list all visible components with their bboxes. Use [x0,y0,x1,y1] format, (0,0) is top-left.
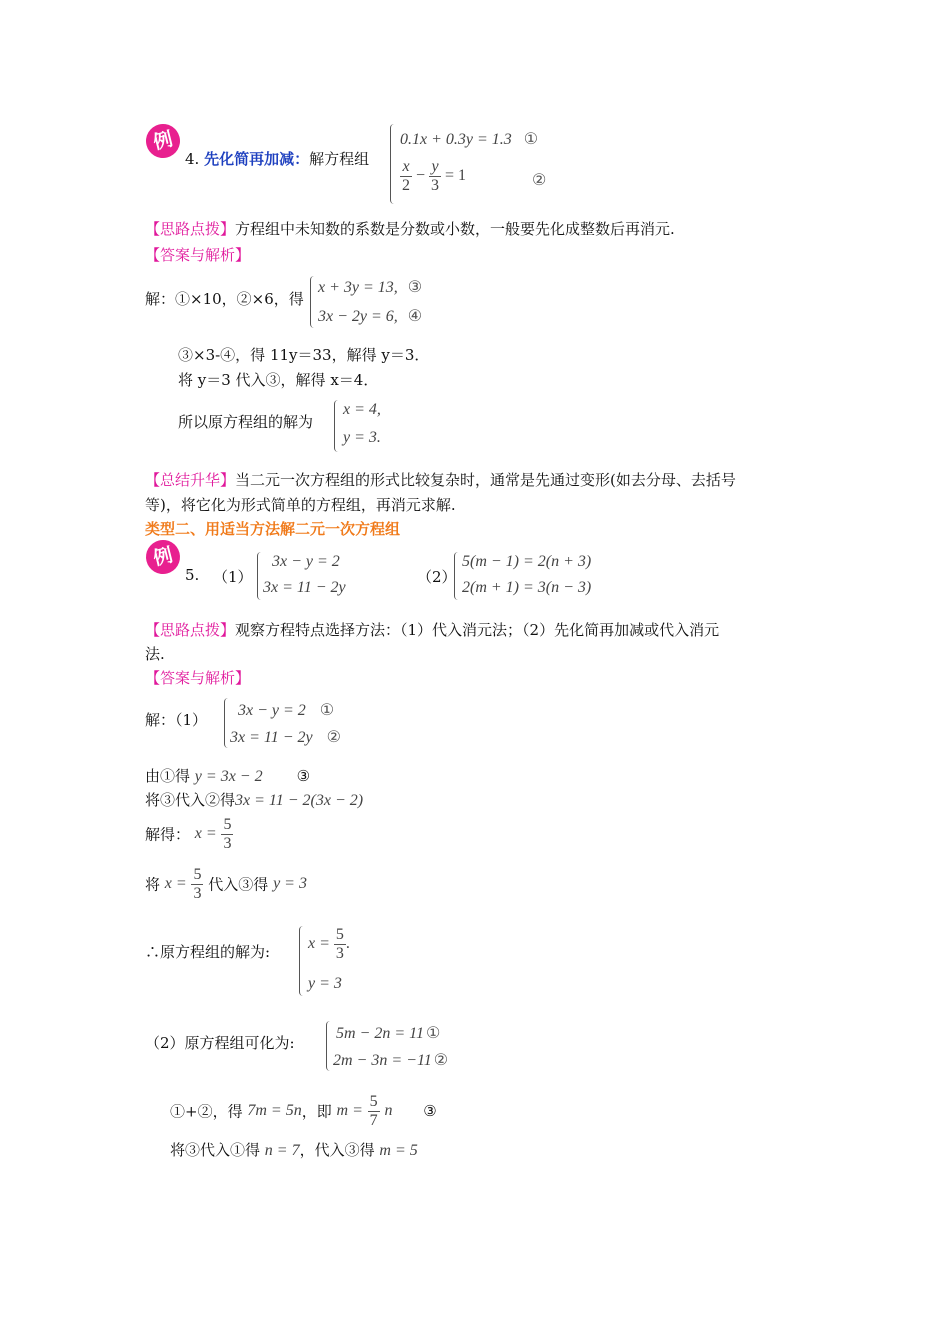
ex4-sys-eq1: x + 3y = 13, ③ [318,279,423,296]
ex4-title: 先化简再加减： [204,150,310,168]
ex4-eq1-mark: ① [523,131,539,148]
ex4-title-line [185,148,369,169]
ex5-p2-eq2: 2(m + 1) = 3(n − 3) [462,579,592,596]
ex4-conclusion-prefix: 所以原方程组的解为 [178,413,314,431]
ex4-hint: 【思路点拨】方程组中未知数的系数是分数或小数，一般要先化成整数后再消元. [145,220,675,238]
ex4-conclusion-eq2: y = 3. [343,429,381,446]
ex5-s2: 将③代入②得3x = 11 − 2(3x − 2) [145,791,364,809]
ex5-p2-brace [454,552,462,600]
ex5-hint-line1: 【思路点拨】观察方程特点选择方法：（1）代入消元法；（2）先化简再加减或代入消元 [145,621,720,639]
ex5-t1: ①+②，得 7m = 5n，即 m = $\frac{5}{7}$ n ③ [170,1093,437,1129]
example-badge-icon: 例 [142,120,183,161]
ex4-eq2-mark: ② [532,170,547,189]
ex4-sys-eq2: 3x − 2y = 6, ④ [318,308,423,325]
ex5-sol1-eq1: 3x − y = 2 ① [238,702,335,719]
section-heading-type2: 类型二、用适当方法解二元一次方程组 [145,520,401,538]
ex5-s4: 将 x = $\frac{5}{3}$ 代入③得 y = 3 [145,866,307,902]
ex5-sol2-eq2: 2m − 3n = −11 ② [333,1052,449,1069]
ex4-sys-brace [310,276,318,328]
ex5-sol2-eq1: 5m − 2n = 11 ① [336,1025,441,1042]
ex4-answer-tag: 【答案与解析】 [145,246,251,264]
ex5-s5-eq1: x = $\frac{5}{3}$ . [308,926,350,962]
ex5-number: 5. [185,566,200,584]
ex5-hint-line2: 法. [145,645,165,663]
ex5-p1-eq1: 3x − y = 2 [272,553,340,570]
ex4-intro: 解方程组 [309,150,370,168]
ex4-summary-line1: 【总结升华】当二元一次方程组的形式比较复杂时，通常是先通过变形(如去分母、去括号 [145,471,736,489]
ex5-s5-prefix: ∴原方程组的解为: [145,943,271,961]
ex5-s1: 由①得 y = 3x − 2 ③ [145,767,311,785]
ex5-p2-label: （2） [417,568,457,586]
ex4-summary-line2: 等)，将它化为形式简单的方程组，再消元求解. [145,496,456,514]
ex4-eq1: 0.1x + 0.3y = 1.3 ① [400,131,539,148]
ex5-sol1-eq2: 3x = 11 − 2y ② [230,729,341,746]
ex5-t2: 将③代入①得 n = 7，代入③得 m = 5 [170,1141,418,1159]
ex5-answer-tag: 【答案与解析】 [145,669,251,687]
ex5-p1-label: （1） [213,568,253,586]
ex4-solution-prefix: 解：①×10，②×6，得 [145,290,304,308]
ex4-conclusion-eq1: x = 4, [343,401,381,418]
ex4-conclusion-brace [334,400,342,452]
ex4-eq2: $\frac{x}{2}$ − $\frac{y}{3}$ = 1 [402,158,467,194]
ex4-system-brace [390,124,399,204]
ex4-number: 4. [185,150,200,168]
ex5-p2-eq1: 5(m − 1) = 2(n + 3) [462,553,592,570]
ex5-sol1-prefix: 解：（1） [145,711,208,729]
example-badge-icon: 例 [142,536,183,577]
ex5-s5-eq2: y = 3 [308,975,342,992]
ex5-s3: 解得： x = $\frac{5}{3}$ [145,816,232,852]
ex4-step2: 将 y＝3 代入③，解得 x＝4． [178,371,379,389]
ex5-sol2-prefix: （2）原方程组可化为: [145,1034,295,1052]
ex5-p1-eq2: 3x = 11 − 2y [263,579,346,596]
ex5-s5-brace [299,926,307,996]
ex4-step1: ③×3-④，得 11y＝33，解得 y＝3． [178,346,430,364]
